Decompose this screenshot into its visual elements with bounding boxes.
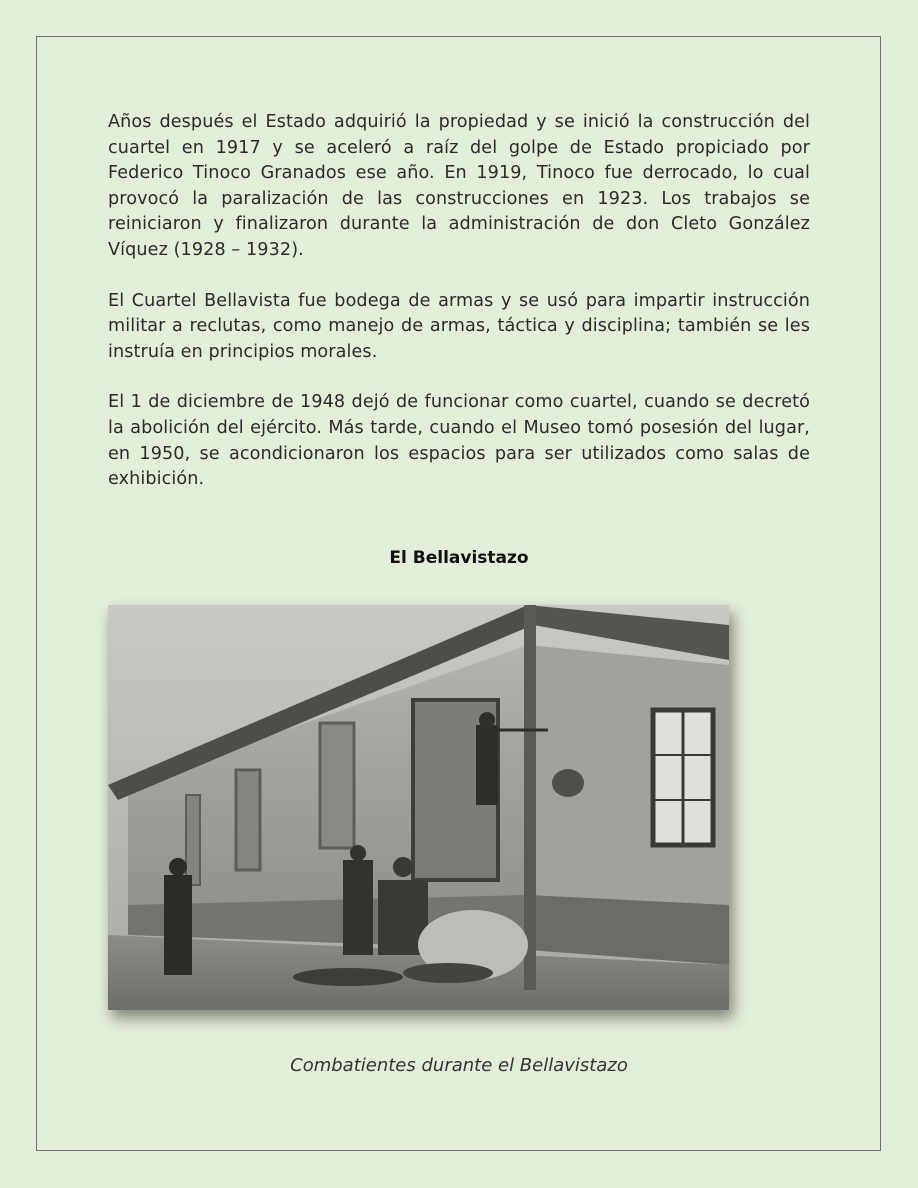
paragraph-abolition: El 1 de diciembre de 1948 dejó de funcionar como cuartel, cuando se decretó la abolición del ejército. Más tarde, cuando el Museo tomó posesión del lugar, en 1950, se acondicionaron los espacios para ser utilizados como salas de exhibición. [108,392,810,490]
historic-photo [108,605,729,1010]
photo-caption: Combatientes durante el Bellavistazo [290,1055,628,1076]
section-title: El Bellavistazo [389,548,529,568]
historic-photo-icon [108,605,729,1010]
paragraph-usage: El Cuartel Bellavista fue bodega de armas y se usó para impartir instrucción militar a reclutas, como manejo de armas, táctica y disciplina; también se les instruía en principios morales. [108,290,810,362]
document-body [108,110,810,568]
paragraph-construction: Años después el Estado adquirió la propiedad y se inició la construcción del cuartel en 1917 y se aceleró a raíz del golpe de Estado propiciado por Federico Tinoco Granados ese año. En 1919, Tinoco fue derrocado, lo cual provocó la paralización de las construcciones en 1923. Los trabajos se reiniciaron y finalizaron durante la administración de don Cleto González Víquez (1928 – 1932). [108,112,810,260]
